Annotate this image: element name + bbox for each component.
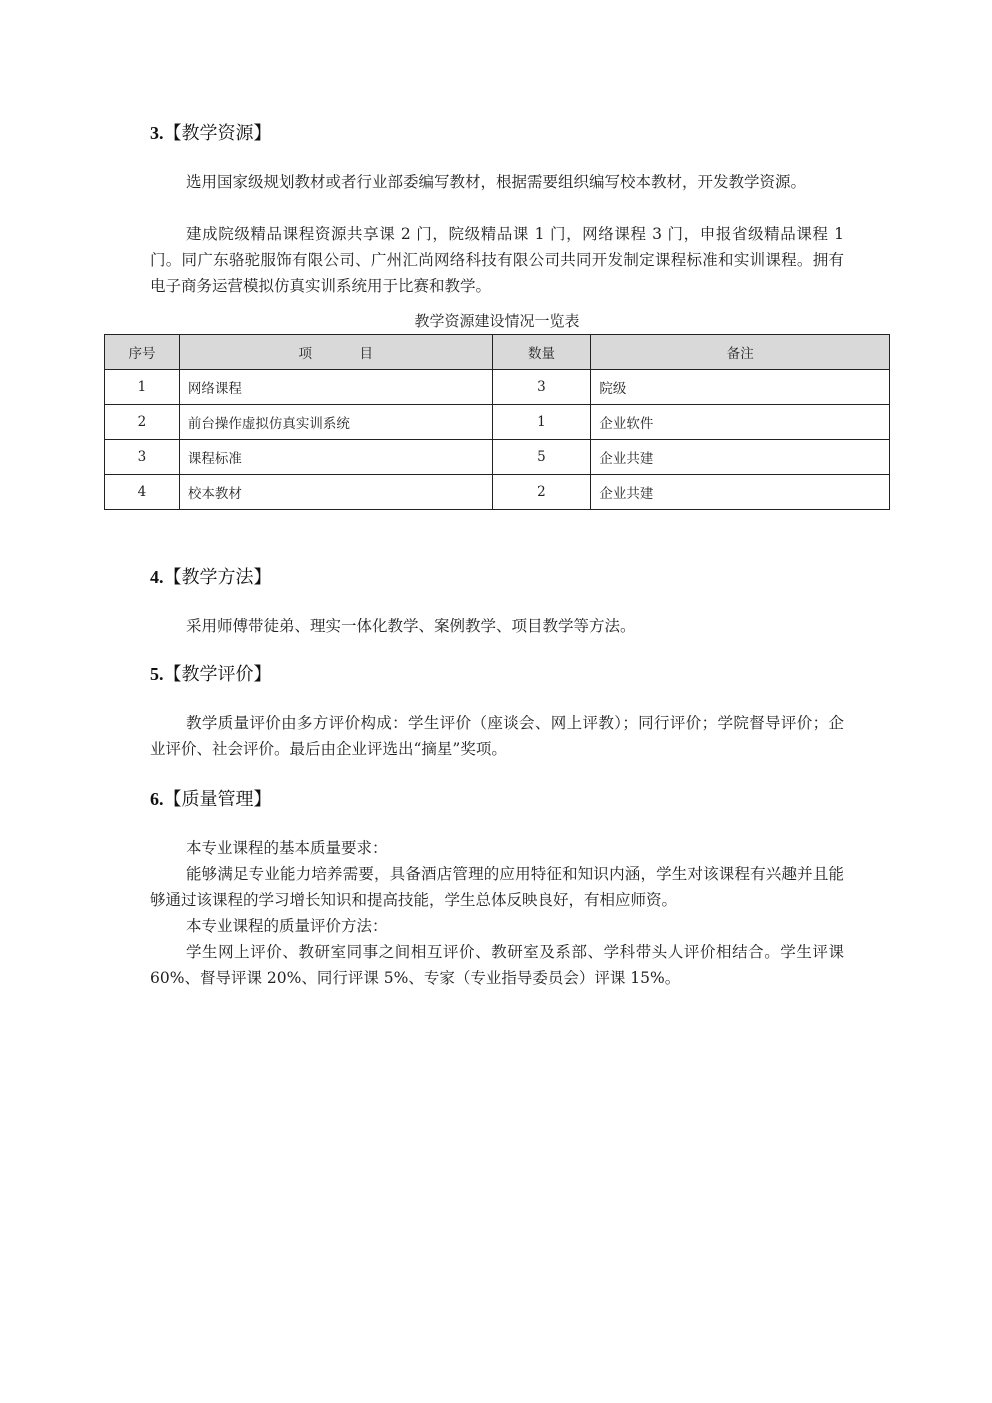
section-number: 5. [150,664,164,684]
paragraph-textbook-selection: 选用国家级规划教材或者行业部委编写教材，根据需要组织编写校本教材，开发教学资源。 [186,173,807,191]
paragraph-quality-evaluation-heading: 本专业课程的质量评价方法： [186,917,388,935]
cell-note: 企业共建 [591,440,890,475]
cell-qty: 1 [492,405,591,440]
section-title: 【教学评价】 [163,664,272,685]
cell-no: 2 [105,405,180,440]
table-row [105,370,890,405]
cell-no: 1 [105,370,180,405]
header-cell-no: 序号 [105,335,180,370]
section-heading-quality-management [150,787,272,812]
header-cell-note: 备注 [591,335,890,370]
teaching-resources-table [104,334,890,510]
paragraph-quality-evaluation-methods: 学生网上评价、教研室同事之间相互评价、教研室及系部、学科带头人评价相结合。学生评课 60%、督导评课 20%、同行评课 5%、专家（专业指导委员会）评课 15%。 [150,943,844,987]
section-heading-teaching-evaluation [150,662,272,687]
cell-no: 4 [105,475,180,510]
table-caption: 教学资源建设情况一览表 [414,312,580,330]
cell-qty: 2 [492,475,591,510]
header-item-label: 项 目 [298,346,395,362]
table-row [105,405,890,440]
section-title: 【教学方法】 [163,567,272,588]
paragraph-quality-requirements-heading: 本专业课程的基本质量要求： [186,839,388,857]
section-heading-teaching-resources [150,121,272,146]
cell-item: 前台操作虚拟仿真实训系统 [179,405,492,440]
cell-note: 企业共建 [591,475,890,510]
cell-note: 院级 [591,370,890,405]
section-title: 【教学资源】 [163,123,272,144]
paragraph-teaching-evaluation: 教学质量评价由多方评价构成：学生评价（座谈会、网上评教）；同行评价；学院督导评价；企业评价、社会评价。最后由企业评选出“摘星”奖项。 [150,714,844,758]
section-title: 【质量管理】 [163,789,272,810]
table-row [105,440,890,475]
cell-item: 课程标准 [179,440,492,475]
table-row [105,475,890,510]
section-number: 6. [150,789,164,809]
cell-no: 3 [105,440,180,475]
section-heading-teaching-methods [150,565,272,590]
section-number: 4. [150,567,164,587]
header-cell-item [179,335,492,370]
header-cell-qty: 数量 [492,335,591,370]
paragraph-quality-requirements: 能够满足专业能力培养需要，具备酒店管理的应用特征和知识内涵，学生对该课程有兴趣并且能够通过该课程的学习增长知识和提高技能，学生总体反映良好，有相应师资。 [150,865,844,909]
cell-qty: 5 [492,440,591,475]
table-header-row [105,335,890,370]
cell-item: 校本教材 [179,475,492,510]
section-number: 3. [150,123,164,143]
cell-qty: 3 [492,370,591,405]
cell-item: 网络课程 [179,370,492,405]
paragraph-teaching-methods: 采用师傅带徒弟、理实一体化教学、案例教学、项目教学等方法。 [186,617,636,635]
paragraph-course-resources: 建成院级精品课程资源共享课 2 门，院级精品课 1 门，网络课程 3 门，申报省级精品课程 1 门。同广东骆驼服饰有限公司、广州汇尚网络科技有限公司共同开发制定课程标准和实训课程。拥有电子商务运营模拟仿真实训系统用于比赛和教学。 [150,225,844,295]
cell-note: 企业软件 [591,405,890,440]
